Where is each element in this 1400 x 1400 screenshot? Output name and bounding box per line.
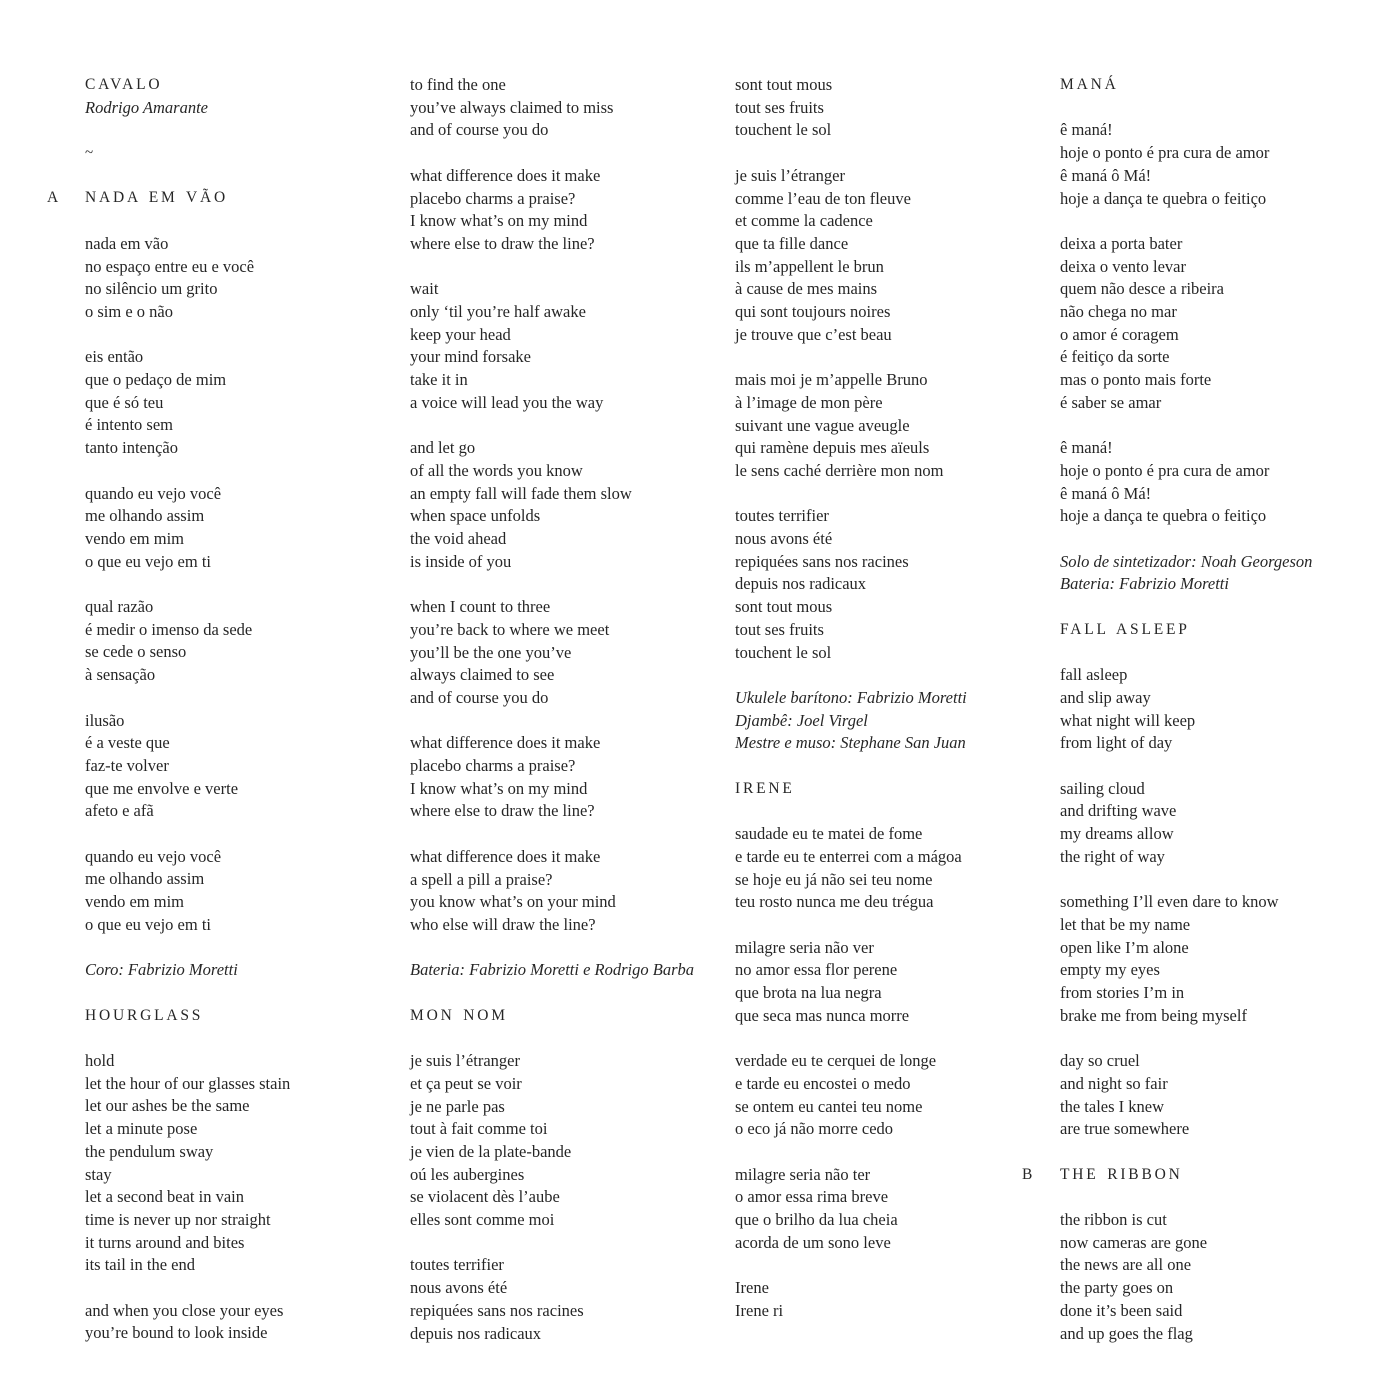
- stanza: [735, 74, 1053, 142]
- lyric-line: hoje o ponto é pra cura de amor: [1060, 460, 1270, 480]
- lyric-line: nous avons été: [735, 529, 833, 549]
- song-title-block: [1060, 74, 1378, 97]
- lyric-line: touchent le sol: [735, 120, 832, 140]
- stanza: [85, 1050, 403, 1277]
- stanza: [735, 165, 1053, 347]
- lyric-line: it turns around and bites: [85, 1232, 245, 1252]
- lyric-line: que seca mas nunca morre: [735, 1005, 910, 1025]
- lyric-line: le sens caché derrière mon nom: [735, 460, 944, 480]
- lyric-line: suivant une vague aveugle: [735, 415, 910, 435]
- separator-block: [85, 142, 403, 165]
- lyric-line: what difference does it make: [410, 165, 601, 185]
- lyric-line: o amor essa rima breve: [735, 1187, 889, 1207]
- lyric-line: quando eu vejo você: [85, 483, 222, 503]
- lyric-line: hoje a dança te quebra o feitiço: [1060, 506, 1267, 526]
- lyric-line: que ta fille dance: [735, 233, 849, 253]
- lyric-line: sont tout mous: [735, 597, 833, 617]
- credit-line: Djambê: Joel Virgel: [735, 710, 868, 730]
- lyric-line: placebo charms a praise?: [410, 756, 576, 776]
- stanza: [410, 1254, 728, 1345]
- lyric-line: let a second beat in vain: [85, 1187, 244, 1207]
- lyric-line: que brota na lua negra: [735, 983, 882, 1003]
- lyric-line: let the hour of our glasses stain: [85, 1073, 291, 1093]
- lyric-line: touchent le sol: [735, 642, 832, 662]
- lyric-line: and when you close your eyes: [85, 1300, 284, 1320]
- lyric-line: je vien de la plate-bande: [410, 1141, 572, 1161]
- lyric-line: where else to draw the line?: [410, 801, 595, 821]
- lyric-line: and of course you do: [410, 120, 549, 140]
- stanza: [735, 823, 1053, 914]
- stanza: [1060, 119, 1378, 210]
- lyric-line: the pendulum sway: [85, 1141, 214, 1161]
- lyric-line: é medir o imenso da sede: [85, 619, 253, 639]
- lyric-line: qui sont toujours noires: [735, 302, 891, 322]
- lyric-line: an empty fall will fade them slow: [410, 483, 632, 503]
- song-title: MON NOM: [410, 1006, 508, 1024]
- lyric-line: time is never up nor straight: [85, 1209, 271, 1229]
- credit-line: Mestre e muso: Stephane San Juan: [735, 733, 966, 753]
- lyric-line: hoje o ponto é pra cura de amor: [1060, 143, 1270, 163]
- lyric-line: you’ll be the one you’ve: [410, 642, 572, 662]
- lyric-line: toutes terrifier: [735, 506, 829, 526]
- lyric-line: à l’image de mon père: [735, 392, 883, 412]
- lyric-line: the ribbon is cut: [1060, 1209, 1167, 1229]
- credit-line: Bateria: Fabrizio Moretti: [1060, 574, 1229, 594]
- lyric-line: deixa a porta bater: [1060, 233, 1183, 253]
- lyric-line: and let go: [410, 438, 476, 458]
- lyric-line: I know what’s on my mind: [410, 211, 588, 231]
- lyric-line: the void ahead: [410, 529, 507, 549]
- stanza: [410, 165, 728, 256]
- lyric-line: fall asleep: [1060, 665, 1128, 685]
- lyric-line: what difference does it make: [410, 733, 601, 753]
- artist-block: [85, 97, 403, 120]
- stanza: [85, 483, 403, 574]
- stanza: [735, 369, 1053, 483]
- stanza: [1060, 891, 1378, 1027]
- song-title: IRENE: [735, 779, 795, 797]
- lyric-line: me olhando assim: [85, 506, 205, 526]
- stanza: [410, 846, 728, 937]
- lyric-line: keep your head: [410, 324, 511, 344]
- lyric-line: always claimed to see: [410, 665, 555, 685]
- lyric-line: o que eu vejo em ti: [85, 551, 212, 571]
- lyric-line: ils m’appellent le brun: [735, 256, 884, 276]
- side-marker-a: A: [47, 189, 59, 207]
- stanza: [410, 1050, 728, 1232]
- lyric-line: something I’ll even dare to know: [1060, 892, 1279, 912]
- stanza: [410, 437, 728, 573]
- song-title-block: [410, 1005, 728, 1028]
- lyric-line: day so cruel: [1060, 1051, 1140, 1071]
- lyric-line: of all the words you know: [410, 460, 583, 480]
- lyric-line: tanto intenção: [85, 438, 179, 458]
- lyric-line: done it’s been said: [1060, 1300, 1183, 1320]
- song-title: FALL ASLEEP: [1060, 620, 1190, 638]
- lyric-line: je suis l’étranger: [735, 165, 845, 185]
- song-title: MANÁ: [1060, 76, 1119, 93]
- lyric-line: eis então: [85, 347, 144, 367]
- lyric-line: a voice will lead you the way: [410, 392, 604, 412]
- lyric-line: let that be my name: [1060, 914, 1191, 934]
- lyric-line: se hoje eu já não sei teu nome: [735, 869, 933, 889]
- credit-line: Ukulele barítono: Fabrizio Moretti: [735, 687, 967, 707]
- lyric-line: the party goes on: [1060, 1278, 1174, 1298]
- song-title-block: [1022, 1164, 1378, 1187]
- lyric-line: que o pedaço de mim: [85, 370, 227, 390]
- lyric-line: and of course you do: [410, 687, 549, 707]
- lyric-line: open like I’m alone: [1060, 937, 1189, 957]
- lyric-line: faz-te volver: [85, 755, 169, 775]
- lyric-line: à cause de mes mains: [735, 279, 878, 299]
- lyric-line: brake me from being myself: [1060, 1005, 1247, 1025]
- credits-block: [735, 687, 1053, 755]
- lyric-line: milagre seria não ter: [735, 1164, 871, 1184]
- lyric-line: à sensação: [85, 665, 156, 685]
- lyric-line: que é só teu: [85, 392, 164, 412]
- song-title-block: [735, 778, 1053, 801]
- lyric-line: je ne parle pas: [410, 1096, 505, 1116]
- lyric-line: what night will keep: [1060, 710, 1196, 730]
- lyric-line: é intento sem: [85, 415, 173, 435]
- lyric-line: from stories I’m in: [1060, 983, 1185, 1002]
- text-column-3: [735, 74, 1053, 1345]
- lyric-line: and slip away: [1060, 687, 1151, 707]
- lyric-line: Irene ri: [735, 1300, 784, 1320]
- lyric-line: now cameras are gone: [1060, 1232, 1208, 1252]
- lyric-line: je suis l’étranger: [410, 1051, 520, 1071]
- lyric-line: nada em vão: [85, 233, 169, 253]
- lyric-line: to find the one: [410, 75, 506, 94]
- stanza: [1060, 1050, 1378, 1141]
- lyric-line: and up goes the flag: [1060, 1323, 1193, 1343]
- lyric-line: e tarde eu encostei o medo: [735, 1073, 911, 1093]
- lyric-line: stay: [85, 1164, 112, 1184]
- lyric-line: what difference does it make: [410, 846, 601, 866]
- lyric-line: milagre seria não ver: [735, 937, 874, 957]
- song-title-block: [47, 187, 403, 210]
- lyric-line: its tail in the end: [85, 1255, 195, 1275]
- credit-line: Bateria: Fabrizio Moretti e Rodrigo Barba: [410, 960, 694, 980]
- lyric-line: is inside of you: [410, 551, 512, 571]
- lyric-line: depuis nos radicaux: [735, 574, 867, 594]
- lyric-line: you’re bound to look inside: [85, 1323, 268, 1343]
- lyric-line: you know what’s on your mind: [410, 892, 616, 912]
- stanza: [85, 1300, 403, 1345]
- stanza: [85, 710, 403, 824]
- lyric-line: let our ashes be the same: [85, 1096, 250, 1116]
- lyric-line: se cede o senso: [85, 642, 187, 662]
- lyric-line: ê maná ô Má!: [1060, 483, 1152, 503]
- lyric-line: je trouve que c’est beau: [735, 324, 892, 344]
- stanza: [1060, 233, 1378, 415]
- lyric-line: o sim e o não: [85, 301, 173, 321]
- lyric-line: ê maná!: [1060, 438, 1113, 458]
- lyric-line: é feitiço da sorte: [1060, 347, 1170, 367]
- stanza: [1060, 437, 1378, 528]
- lyric-line: comme l’eau de ton fleuve: [735, 188, 911, 208]
- lyric-line: quando eu vejo você: [85, 846, 222, 866]
- lyric-line: ê maná!: [1060, 120, 1113, 140]
- stanza: [85, 233, 403, 324]
- lyric-line: deixa o vento levar: [1060, 256, 1186, 276]
- lyric-line: you’re back to where we meet: [410, 619, 610, 639]
- lyric-line: hoje a dança te quebra o feitiço: [1060, 188, 1267, 208]
- stanza: [410, 596, 728, 710]
- song-title: NADA EM VÃO: [85, 189, 229, 207]
- lyric-line: you’ve always claimed to miss: [410, 97, 614, 117]
- lyric-line: and drifting wave: [1060, 801, 1177, 821]
- lyric-line: o eco já não morre cedo: [735, 1119, 894, 1139]
- lyric-line: vendo em mim: [85, 892, 184, 912]
- lyric-line: acorda de um sono leve: [735, 1232, 891, 1252]
- lyric-line: é saber se amar: [1060, 392, 1162, 412]
- song-title: HOURGLASS: [85, 1006, 204, 1024]
- lyric-line: where else to draw the line?: [410, 233, 595, 253]
- tilde-separator: ~: [85, 145, 94, 162]
- lyric-line: et ça peut se voir: [410, 1073, 522, 1093]
- lyric-line: é a veste que: [85, 733, 170, 753]
- lyric-line: only ‘til you’re half awake: [410, 302, 586, 321]
- text-column-2: [410, 74, 728, 1368]
- lyric-line: no espaço entre eu e você: [85, 256, 255, 276]
- lyric-line: a spell a pill a praise?: [410, 869, 553, 889]
- stanza: [410, 278, 728, 414]
- lyric-line: que o brilho da lua cheia: [735, 1210, 898, 1230]
- lyric-line: wait: [410, 279, 439, 299]
- lyric-line: vendo em mim: [85, 528, 184, 548]
- lyric-line: no silêncio um grito: [85, 279, 218, 299]
- lyric-line: and night so fair: [1060, 1073, 1168, 1093]
- lyric-line: placebo charms a praise?: [410, 188, 576, 208]
- lyric-line: I know what’s on my mind: [410, 778, 588, 798]
- lyric-line: repiquées sans nos racines: [735, 551, 909, 571]
- stanza: [1060, 1209, 1378, 1345]
- song-title-block: [85, 1005, 403, 1028]
- lyric-line: mas o ponto mais forte: [1060, 370, 1212, 390]
- lyric-line: tout ses fruits: [735, 97, 824, 117]
- lyric-line: que me envolve e verte: [85, 778, 239, 798]
- lyric-line: ê maná ô Má!: [1060, 165, 1152, 185]
- lyric-line: quem não desce a ribeira: [1060, 279, 1225, 299]
- stanza: [735, 937, 1053, 1028]
- credit-line: Solo de sintetizador: Noah Georgeson: [1060, 551, 1313, 571]
- lyric-line: the news are all one: [1060, 1255, 1192, 1275]
- credit-line: Coro: Fabrizio Moretti: [85, 960, 238, 980]
- lyric-line: verdade eu te cerquei de longe: [735, 1051, 937, 1071]
- lyric-line: no amor essa flor perene: [735, 960, 898, 980]
- stanza: [735, 1050, 1053, 1141]
- lyric-line: take it in: [410, 370, 468, 390]
- lyric-line: teu rosto nunca me deu trégua: [735, 892, 934, 912]
- lyric-line: me olhando assim: [85, 869, 205, 889]
- album-title-block: [85, 74, 403, 97]
- stanza: [85, 846, 403, 937]
- side-marker-b: B: [1022, 1165, 1033, 1183]
- lyric-line: empty my eyes: [1060, 960, 1160, 980]
- lyric-line: afeto e afã: [85, 801, 154, 821]
- lyric-line: oú les aubergines: [410, 1164, 525, 1184]
- lyric-line: toutes terrifier: [410, 1255, 504, 1275]
- lyric-line: elles sont comme moi: [410, 1210, 555, 1230]
- song-title-block: [1060, 619, 1378, 642]
- lyric-line: hold: [85, 1051, 115, 1071]
- lyric-line: se violacent dès l’aube: [410, 1187, 560, 1207]
- lyric-line: o que eu vejo em ti: [85, 914, 212, 934]
- lyric-line: Irene: [735, 1278, 769, 1298]
- lyric-line: nous avons été: [410, 1278, 508, 1298]
- lyric-line: et comme la cadence: [735, 211, 873, 231]
- lyric-line: who else will draw the line?: [410, 914, 596, 934]
- lyric-line: ilusão: [85, 710, 125, 730]
- lyric-line: from light of day: [1060, 733, 1173, 753]
- lyric-line: sont tout mous: [735, 75, 833, 94]
- lyric-line: se ontem eu cantei teu nome: [735, 1096, 923, 1116]
- lyric-line: the right of way: [1060, 846, 1165, 866]
- credits-block: [410, 959, 728, 982]
- text-column-4: [1022, 74, 1378, 1368]
- stanza: [85, 596, 403, 687]
- song-title: THE RIBBON: [1060, 1165, 1183, 1183]
- lyric-line: tout ses fruits: [735, 619, 824, 639]
- lyric-line: the tales I knew: [1060, 1096, 1165, 1116]
- lyric-line: when I count to three: [410, 597, 551, 617]
- artist-name: Rodrigo Amarante: [85, 97, 208, 117]
- lyric-line: repiquées sans nos racines: [410, 1300, 584, 1320]
- stanza: [735, 505, 1053, 664]
- lyric-line: qui ramène depuis mes aïeuls: [735, 438, 930, 458]
- stanza: [735, 1277, 1053, 1322]
- lyric-line: my dreams allow: [1060, 824, 1174, 844]
- lyric-line: depuis nos radicaux: [410, 1323, 542, 1343]
- credits-block: [1060, 551, 1378, 596]
- stanza: [735, 1164, 1053, 1255]
- stanza: [1060, 664, 1378, 755]
- text-column-1: [47, 74, 403, 1368]
- lyric-line: your mind forsake: [410, 347, 531, 367]
- lyric-line: are true somewhere: [1060, 1119, 1190, 1139]
- stanza: [85, 346, 403, 460]
- lyric-line: tout à fait comme toi: [410, 1119, 548, 1139]
- lyric-line: saudade eu te matei de fome: [735, 824, 923, 844]
- lyric-line: e tarde eu te enterrei com a mágoa: [735, 846, 962, 866]
- lyric-line: when space unfolds: [410, 506, 541, 526]
- lyric-line: não chega no mar: [1060, 302, 1177, 321]
- stanza: [1060, 778, 1378, 869]
- lyric-line: let a minute pose: [85, 1119, 198, 1139]
- lyric-line: qual razão: [85, 597, 154, 617]
- album-title: CAVALO: [85, 76, 163, 93]
- lyric-line: o amor é coragem: [1060, 324, 1179, 344]
- credits-block: [85, 959, 403, 982]
- stanza: [410, 74, 728, 142]
- lyric-line: mais moi je m’appelle Bruno: [735, 370, 928, 390]
- stanza: [410, 732, 728, 823]
- lyric-line: sailing cloud: [1060, 778, 1145, 798]
